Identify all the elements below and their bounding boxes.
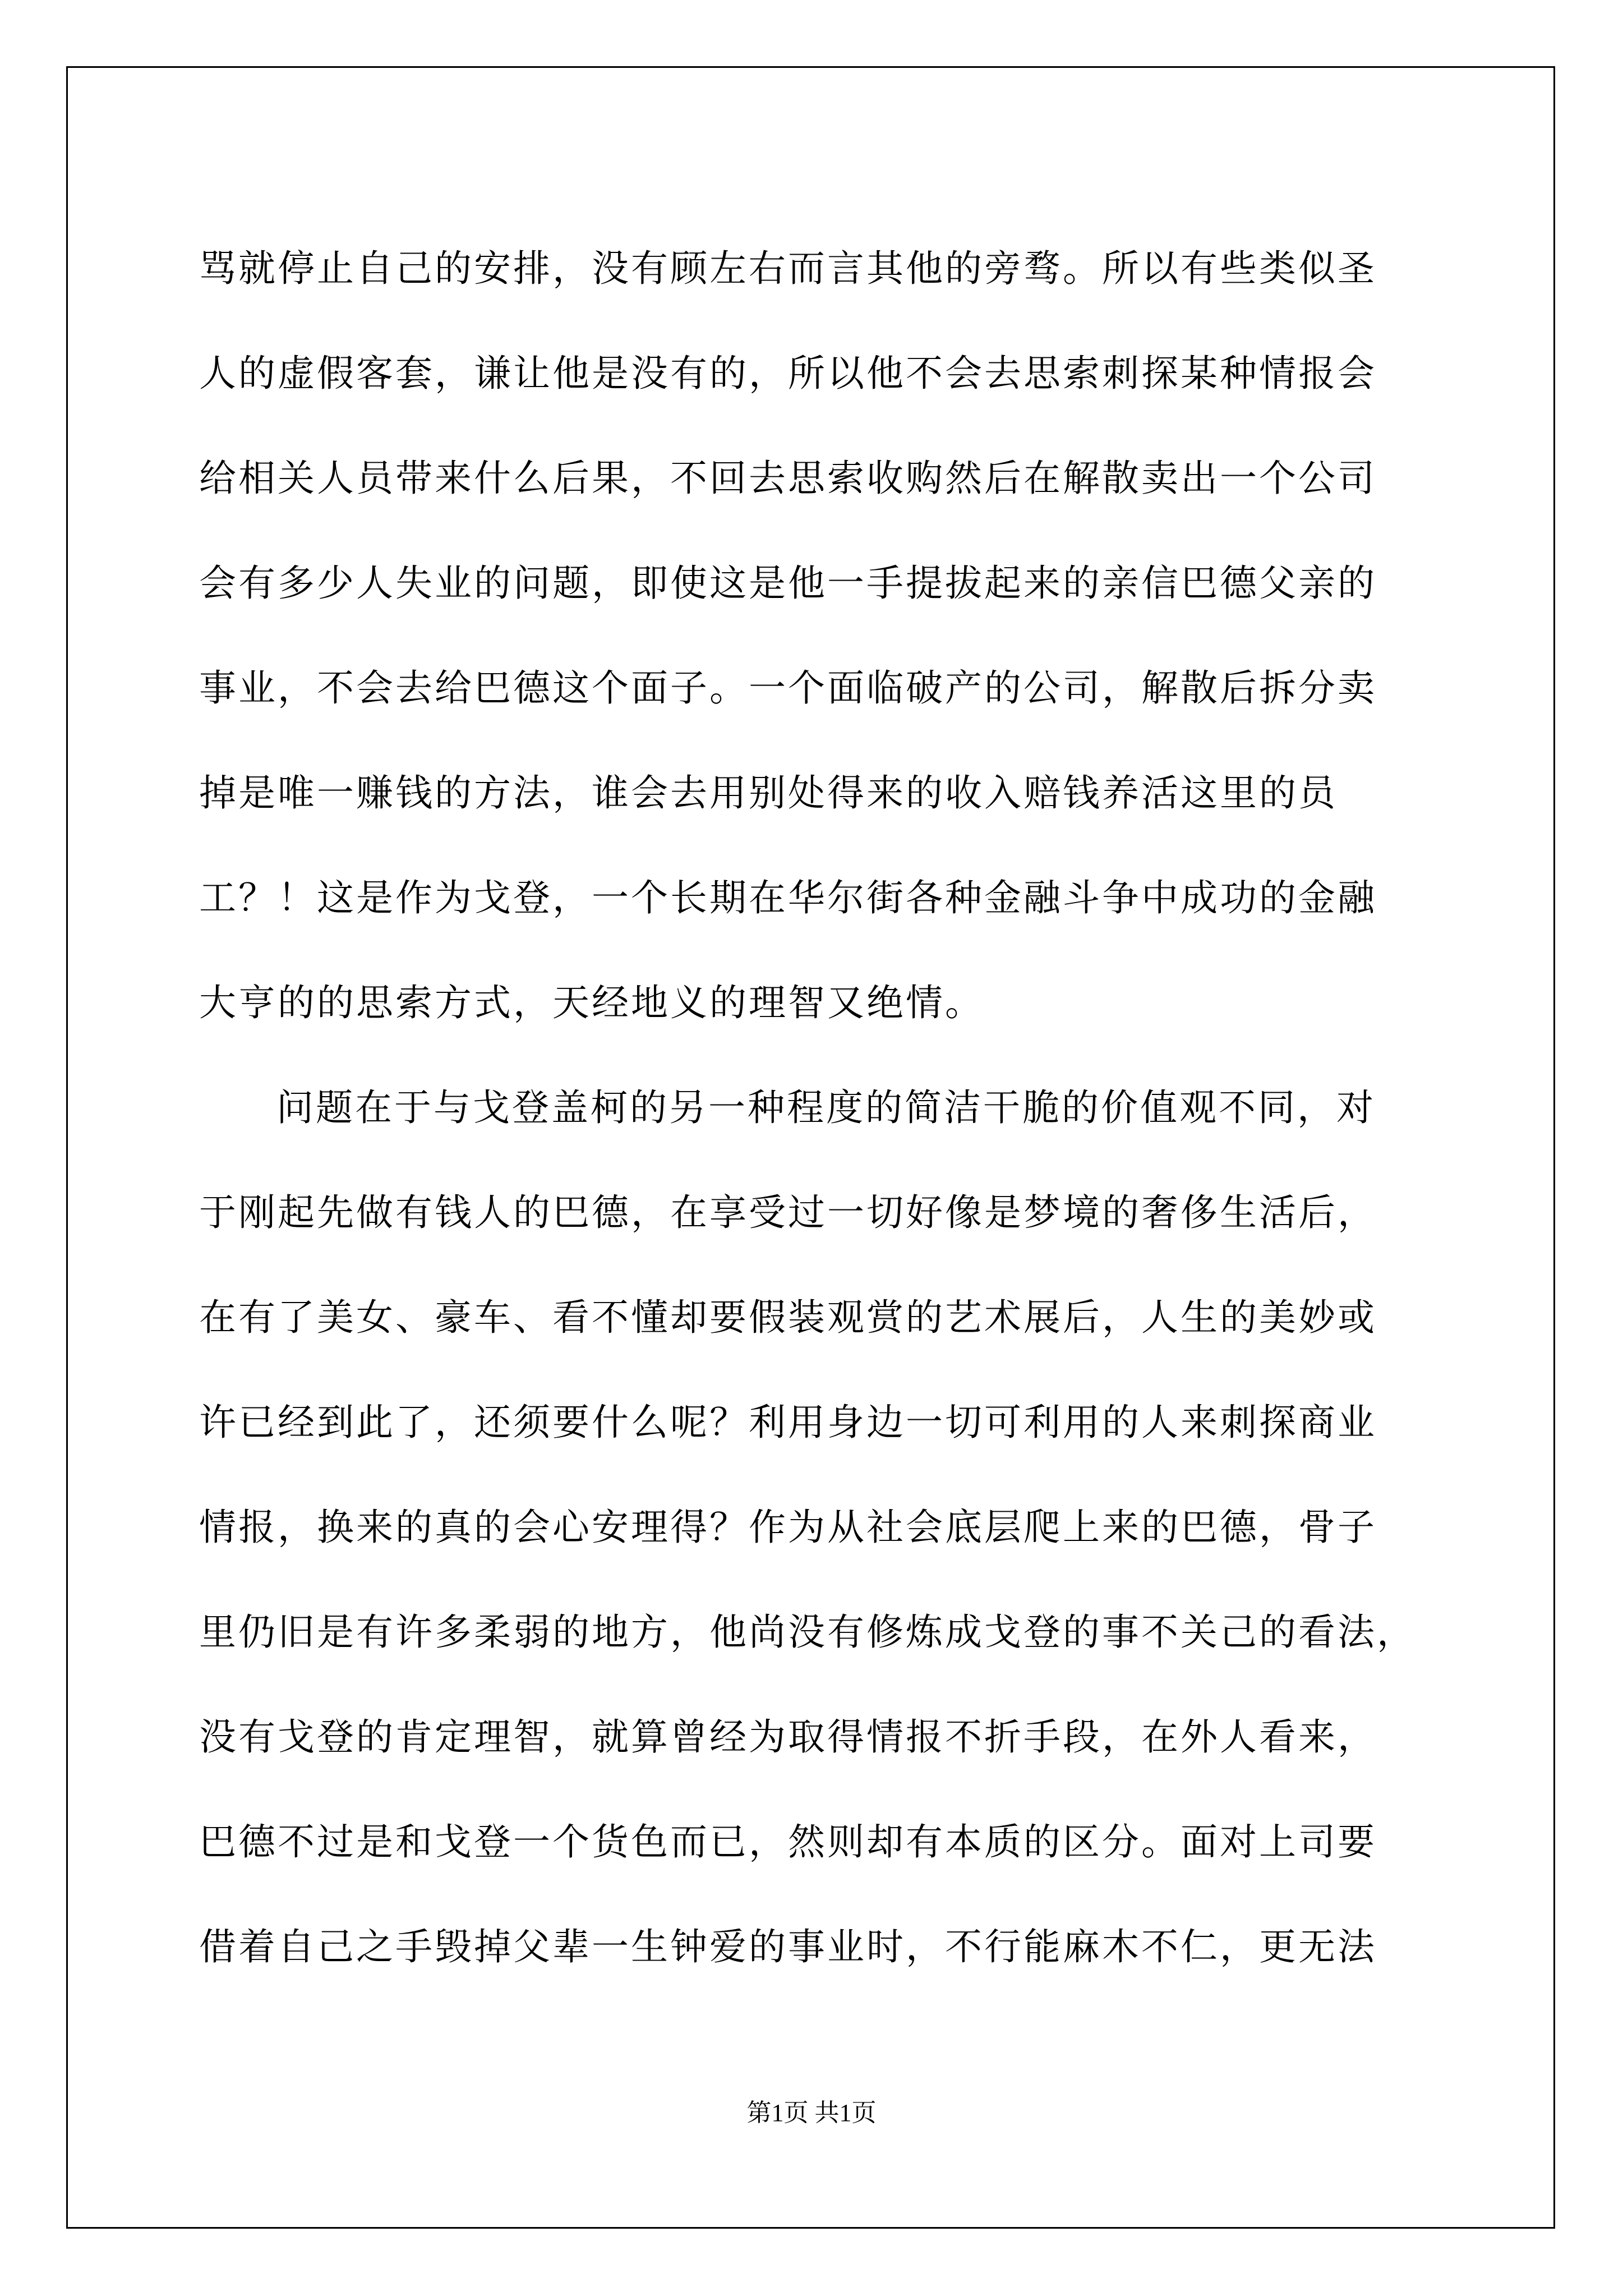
text-line: 情报，换来的真的会心安理得？作为从社会底层爬上来的巴德，骨子	[199, 1506, 1377, 1549]
text-line: 许已经到此了，还须要什么呢？利用身边一切可利用的人来刺探商业	[199, 1401, 1377, 1444]
text-line: 人的虚假客套，谦让他是没有的，所以他不会去思索刺探某种情报会	[199, 352, 1377, 395]
text-line: 里仍旧是有许多柔弱的地方，他尚没有修炼成戈登的事不关己的看法，	[199, 1611, 1416, 1654]
paragraph-start-line: 问题在于与戈登盖柯的另一种程度的简洁干脆的价值观不同，对	[276, 1086, 1376, 1129]
text-line: 掉是唯一赚钱的方法，谁会去用别处得来的收入赔钱养活这里的员	[199, 771, 1338, 815]
text-line: 巴德不过是和戈登一个货色而已，然则却有本质的区分。面对上司要	[199, 1820, 1377, 1864]
text-line: 会有多少人失业的问题，即使这是他一手提拔起来的亲信巴德父亲的	[199, 562, 1377, 605]
document-body	[199, 216, 1461, 1999]
text-line: 在有了美女、豪车、看不懂却要假装观赏的艺术展后，人生的美妙或	[199, 1296, 1377, 1339]
text-line: 于刚起先做有钱人的巴德，在享受过一切好像是梦境的奢侈生活后，	[199, 1191, 1377, 1234]
text-line: 没有戈登的肯定理智，就算曾经为取得情报不折手段，在外人看来，	[199, 1715, 1377, 1759]
page-number-footer: 第1页 共1页	[746, 2099, 877, 2127]
text-line: 借着自己之手毁掉父辈一生钟爱的事业时，不行能麻木不仁，更无法	[199, 1925, 1377, 1968]
text-line: 大亨的的思索方式，天经地义的理智又绝情。	[199, 981, 984, 1024]
text-line: 事业，不会去给巴德这个面子。一个面临破产的公司，解散后拆分卖	[199, 666, 1377, 710]
text-line: 给相关人员带来什么后果，不回去思索收购然后在解散卖出一个公司	[199, 457, 1377, 500]
text-line: 骂就停止自己的安排，没有顾左右而言其他的旁骛。所以有些类似圣	[199, 247, 1377, 290]
text-line: 工？！这是作为戈登，一个长期在华尔街各种金融斗争中成功的金融	[199, 876, 1377, 919]
